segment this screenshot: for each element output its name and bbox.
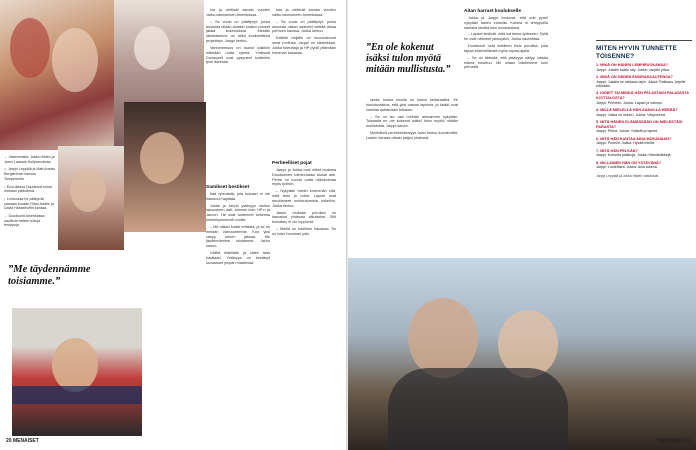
- body-column: [206, 8, 270, 156]
- quiz-item: [596, 91, 692, 105]
- paragraph: Vanhemmuus on tuonut kaikkiin elämään uutta rytmiä. Yhdessä Duudsonit ovat pysyneet kuitenkin työn ääressä.: [206, 45, 270, 65]
- photo-father-child: [348, 258, 696, 450]
- quiz-answer: Jarppi: Jukalla on rakkaus lajiin. Jukka: Rakkaus Jarpille elämään.: [596, 79, 686, 88]
- quiz-item: [596, 161, 692, 170]
- body-column: [366, 98, 458, 254]
- paragraph: Jukan ja Jarpin ystävyys ulottuu lapsuuteen asti, samoin kuin HP:n ja Jarnon. He ovat tunteneet toisensa kolmekymmentä vuotta.: [206, 203, 270, 223]
- paragraph: – Se on tärkeää, että ystävyys säilyy, vaikka elämä muuttuu. Me ollaan toisillemme kuin perhettä.: [464, 55, 548, 70]
- photo-hollywood: [0, 0, 114, 150]
- quiz-answer: Jarppi: Jukalle kaikki käy. Jukka: Jarpille pitsa.: [596, 67, 670, 72]
- paragraph: – Se vuosi on päättynyt, jonka ansiosta ollaan ainakin osaksi voineet jakaa kokemuksia. Meidän ideoistamme on tullut konkreettisia projekteja, Jarppi kertoo.: [206, 19, 270, 44]
- paragraph: Jarpin mukaan porukka on kasvanut yhdessä aikuiseksi. Silti hulluttelu ei ole loppunut.: [272, 210, 336, 225]
- quiz-item: [596, 108, 692, 117]
- quiz-question: 6. MITÄ HÄN KANTAA AINA MUKANAAN?: [596, 136, 672, 141]
- paragraph: – Me ollaan kaikki erilaisia, ja se on meidän vahvuutemme. Kun yksi väsyy, toinen jaksaa. Me täydennämme toisiamme, Jarno sanoo.: [206, 224, 270, 249]
- caption: ↑ Lontoossa he päätyivät samaan kuvaan Ritari Aaden ja David Hasselhoffin kanssa.: [4, 196, 54, 211]
- paragraph: – Meillä on edelleen hauskaa. Se on koko homman ydin.: [272, 227, 336, 236]
- pull-quote-left: ”Me täydennämme toisiamme.”: [8, 264, 91, 287]
- paragraph: Jarppi ja Jukka ovat olleet mukana Duudsonien toiminnassa alusta asti. Perhe on tuonut uutta näkökulmaa myös työhön.: [272, 167, 336, 187]
- quiz-question: 3. KENET TAI MINKÄ HÄN PELASTAISI PALAVASTA KOTITALOSTA?: [596, 91, 689, 100]
- quiz-answer: Jarppi: Luotettava. Jukka: Aina tukena.: [596, 165, 658, 170]
- body-column: [464, 8, 548, 256]
- quiz-answer: Jarppi: Perhe. Jukka: Ystävät ja lapset.: [596, 129, 659, 134]
- caption: ← Duudsonit Amerikassa: nauttivat hetken tuttuja temppuja.: [4, 214, 46, 228]
- photo-premiere: [124, 102, 206, 232]
- body-column: [206, 184, 270, 440]
- paragraph: – Se on iso osa meidän arkeamme nykyään. Toisaalta en ole kokenut isäksi tulon myötä mitään mullistusta, Jarppi sanoo.: [366, 114, 458, 129]
- quiz-question: 2. MIKÄ ON HÄNEN ENSIRAKKAUTENSA?: [596, 75, 673, 79]
- paragraph: tiaa ryhmästä, jota kukaan ei ole halunnut hajottaa.: [206, 191, 270, 201]
- paragraph: hia ja viettivät saman vuoden valtio-vaimoineen Amerikassa.: [206, 8, 270, 17]
- left-page: [0, 0, 346, 450]
- quiz-answer: Jarppi: Perheen. Jukka: Lapset ja vaimon.: [596, 100, 663, 105]
- sidebar-title: MITEN HYVIN TUNNETTE TOISENNE?: [596, 45, 678, 60]
- quiz-question: 5. MITÄ HÄNEN ELÄMÄSSÄÄN ON MIELESTÄSI PARASTA?: [596, 120, 683, 129]
- quiz-answer: Jarppi: Puhelin. Jukka: Hyvää mieltä.: [596, 141, 655, 146]
- photo-captions: [4, 155, 56, 231]
- paragraph: sesta, koska sinulla on lukion kertausaika. Se koulutustaitoa, että yksi vastaa lapsista, ja kaikki ovat valmiita auttamaan toisiaan.: [366, 98, 458, 112]
- paragraph: – Lapset tietävät, mitä isä tekee työkseen. Kyllä he ovat nähneet jaksojakin, Jukka naurahtaa.: [464, 32, 548, 42]
- quiz-sidebar: [596, 40, 692, 178]
- quiz-item: [596, 120, 692, 134]
- quiz-item: [596, 75, 692, 88]
- paragraph: Välillä riidellään ja sitten taas halataan. Ystävyys on kestänyt kuvaukset ympäri maailmaa.: [206, 251, 270, 265]
- caption: ↙ Jarppi Leppälä ja Matt Aneiss Bergströmin kanssa Tampereella.: [4, 167, 55, 181]
- paragraph: Myöhäisiä perhekeskeisyys vaan tuntuu luontevalta. Lasten kanssa ollaan paljon yhdessä.: [366, 131, 458, 140]
- paragraph: – Nykyään mietin enemmän sitä, mitä teen ja miksi. Lapset ovat muuttaneet suhtautumista riskeihin, Jukka kertoo.: [272, 189, 336, 208]
- subheading: Aitan harrast koulukselle: [464, 9, 522, 14]
- quiz-question: 7. MITÄ HÄN PELKÄÄ?: [596, 148, 638, 153]
- photo-london: [58, 146, 124, 250]
- caption: ↓ Ensi-illassa Duudsonit toivat mukaan ystävänsä.: [4, 184, 52, 194]
- page-number: MENAISET 21: [657, 438, 690, 444]
- quiz-question: 4. MILLÄ MIELELLÄ HÄN AAMULLA HERÄÄ?: [596, 108, 678, 112]
- photo-america: [12, 308, 142, 436]
- page-number: 20 MENAISET: [6, 438, 39, 444]
- quiz-answer: Jarppi: Jukka on iloinen. Jukka: Väsyneenä.: [596, 112, 666, 117]
- paragraph: Kaikille neljälle on muodostunut omat roolinsa. Jarppi on ideanikkari, Jukka toteuttaja ja HP pyrkii pitämään homman kasassa.: [272, 36, 336, 55]
- sidebar-credit: Jarppi Leppälä ja Jukka Hilden vastasivat.: [596, 173, 660, 178]
- paragraph: – Se vuosi on päättynyt, jonka ansiosta ollaan saaneet viettää aikaa perheen kanssa, Jukka kertoo.: [272, 19, 336, 34]
- caption: ← Vasemmalla: Jukka Hilden ja Jarno Laasala Hollywoodissa.: [4, 155, 55, 164]
- right-page: [348, 0, 696, 450]
- quiz-question: 1. MIKÄ ON HÄNEN LEMPIRUOKANSA?: [596, 63, 669, 67]
- quiz-question: 8. MILLAINEN HÄN ON YSTÄVÄNÄ?: [596, 160, 662, 165]
- body-column: [272, 160, 336, 440]
- quiz-answer: Jarppi: Korkeita paikkoja. Jukka: Hämähäkkejä.: [596, 153, 672, 158]
- subheading: Samikset bestikset: [206, 185, 250, 190]
- quiz-item: [596, 63, 692, 72]
- quiz-item: [596, 137, 692, 146]
- subheading: Perheelliset pojat: [272, 161, 312, 166]
- paragraph: kaa ja viettivät saman vuoden valtio-vaimoineen Amerikassa.: [272, 8, 336, 17]
- quiz-item: [596, 149, 692, 158]
- pull-quote-right: ”En ole kokenut isäksi tulon myötä mitään mullistusta.”: [366, 42, 451, 75]
- paragraph: Duudsonit ovat edelleen tiivis porukka, joka tapaa säännöllisesti myös vapaa-ajalla.: [464, 44, 548, 53]
- body-column: [272, 8, 336, 156]
- paragraph: Jukka ja Jarppi kertovat, että arki pyörii nykyään lasten ehdoilla. Kotona ei temppuilla samalla tavalla kuin kuvauksissa.: [464, 15, 548, 30]
